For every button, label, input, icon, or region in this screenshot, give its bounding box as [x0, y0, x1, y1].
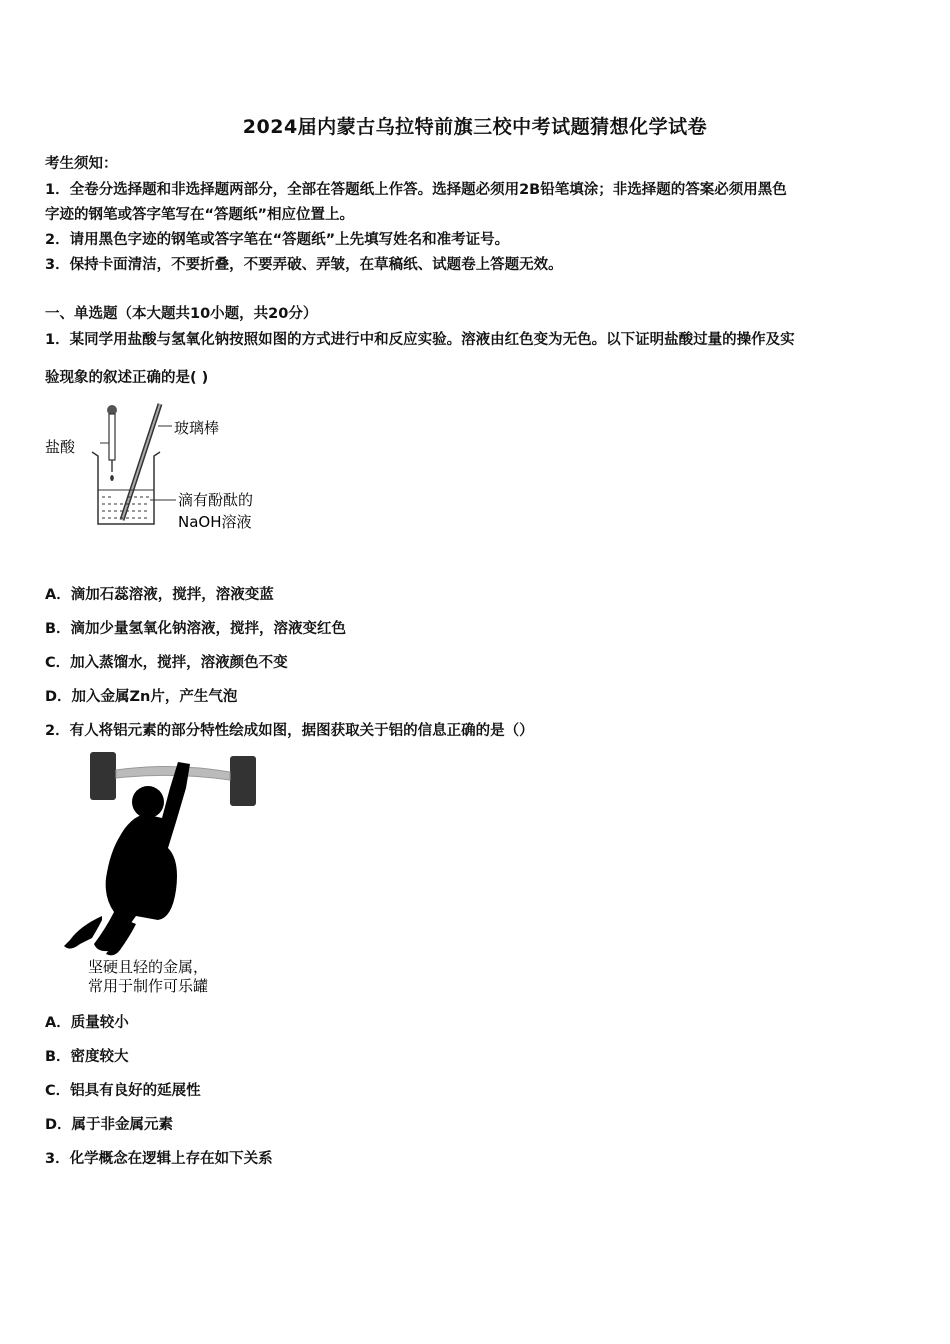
notice-item-3: 3．保持卡面清洁，不要折叠，不要弄破、弄皱，在草稿纸、试题卷上答题无效。: [45, 257, 563, 273]
person-silhouette-icon: [64, 762, 190, 955]
q1-stem-line1: 1．某同学用盐酸与氢氧化钠按照如图的方式进行中和反应实验。溶液由红色变为无色。以下证明盐酸过量的操作及实: [45, 332, 795, 348]
q1-option-a: A．滴加石蕊溶液，搅拌，溶液变蓝: [45, 587, 274, 603]
notice-item-1-cont: 字迹的钢笔或答字笔写在“答题纸”相应位置上。: [45, 207, 355, 223]
notice-item-1: 1．全卷分选择题和非选择题两部分，全部在答题纸上作答。选择题必须用2B铅笔填涂；非选择题的答案必须用黑色: [45, 182, 787, 198]
q2-caption-line1: 坚硬且轻的金属，: [88, 958, 209, 976]
section-heading: 一、单选题（本大题共10小题，共20分）: [45, 306, 318, 322]
notice-item-2: 2．请用黑色字迹的钢笔或答字笔在“答题纸”上先填写姓名和准考证号。: [45, 232, 510, 248]
q2-option-a: A．质量较小: [45, 1015, 129, 1031]
q1-beaker-figure: [40, 398, 280, 538]
q2-option-d: D．属于非金属元素: [45, 1117, 174, 1133]
q2-barbell-figure: [40, 748, 280, 998]
q2-stem: 2．有人将铝元素的部分特性绘成如图，据图获取关于铝的信息正确的是（）: [45, 723, 534, 739]
q2-option-b: B．密度较大: [45, 1049, 129, 1065]
q1-option-c: C．加入蒸馏水，搅拌，溶液颜色不变: [45, 655, 288, 671]
label-solution-line1: 滴有酚酞的: [178, 491, 254, 509]
q2-option-c: C．铝具有良好的延展性: [45, 1083, 201, 1099]
label-hcl: 盐酸: [45, 438, 76, 456]
q3-stem: 3．化学概念在逻辑上存在如下关系: [45, 1151, 273, 1167]
label-solution-line2: NaOH溶液: [178, 513, 252, 531]
label-glass-rod: 玻璃棒: [174, 419, 220, 437]
notice-heading: 考生须知：: [45, 156, 118, 172]
q2-caption-line2: 常用于制作可乐罐: [88, 977, 209, 995]
q1-stem-line2: 验现象的叙述正确的是( ): [45, 370, 209, 386]
q1-option-b: B．滴加少量氢氧化钠溶液，搅拌，溶液变红色: [45, 621, 347, 637]
q1-option-d: D．加入金属Zn片，产生气泡: [45, 689, 238, 705]
exam-title: 2024届内蒙古乌拉特前旗三校中考试题猜想化学试卷: [242, 116, 708, 138]
